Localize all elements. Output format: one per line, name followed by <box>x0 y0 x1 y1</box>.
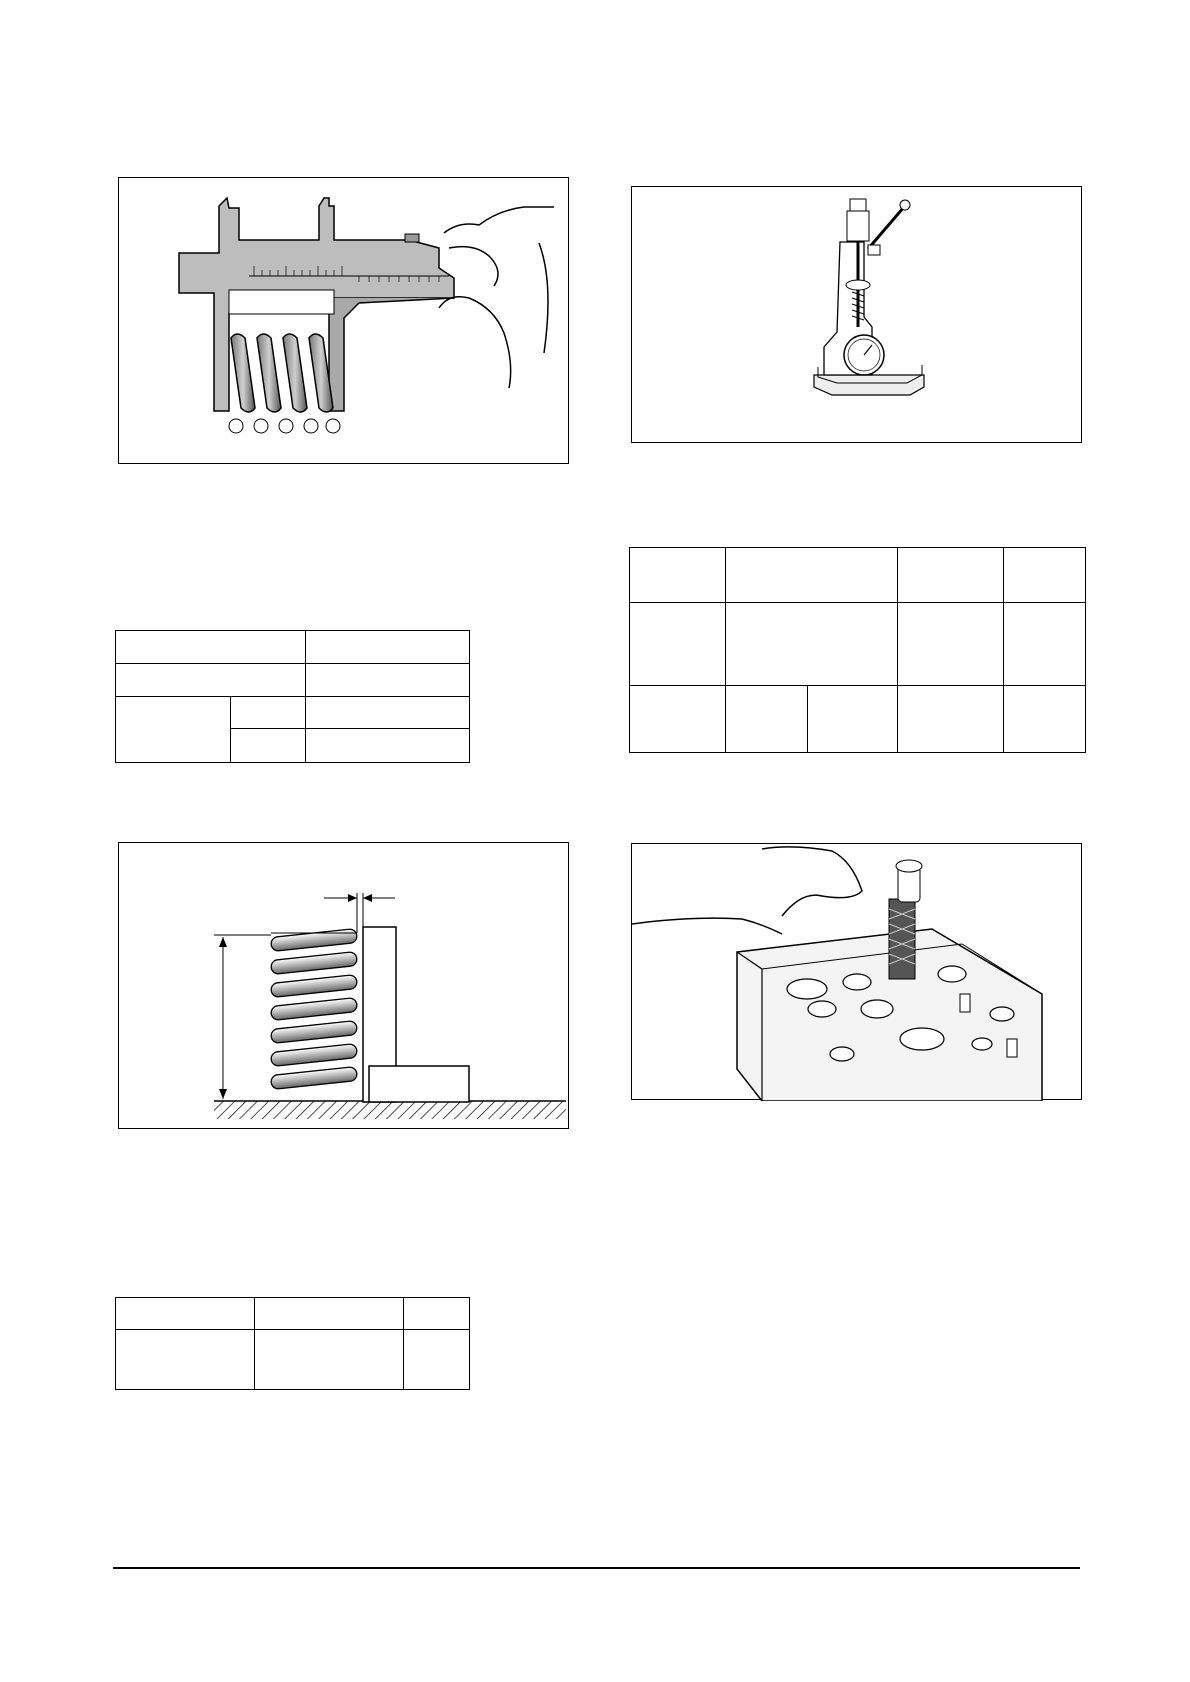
table-cell <box>306 631 470 664</box>
table-cell <box>630 548 726 603</box>
caliper-illustration <box>119 178 570 465</box>
squareness-spec-table <box>115 1297 470 1390</box>
table-cell <box>898 603 1004 686</box>
table-cell <box>404 1330 470 1390</box>
valve-guide-figure <box>631 843 1082 1100</box>
table-cell <box>231 697 306 729</box>
table-row <box>116 1330 470 1390</box>
table-cell <box>726 548 898 603</box>
table-cell <box>630 603 726 686</box>
footer-rule <box>113 1567 1080 1569</box>
table-row <box>116 631 470 664</box>
table-cell <box>306 664 470 697</box>
table-row <box>630 603 1086 686</box>
table-cell <box>1004 686 1086 753</box>
valve-guide-illustration <box>632 844 1083 1101</box>
table-cell <box>808 686 898 753</box>
table-cell <box>898 548 1004 603</box>
free-length-spec-table <box>115 630 470 763</box>
table-cell <box>1004 603 1086 686</box>
spring-tester-figure <box>631 186 1082 443</box>
table-cell <box>116 631 306 664</box>
spring-tension-spec-table <box>629 547 1086 753</box>
table-cell <box>116 1330 255 1390</box>
table-cell <box>231 729 306 763</box>
table-row <box>116 664 470 697</box>
table-row <box>630 548 1086 603</box>
table-cell <box>116 664 306 697</box>
table-row <box>116 697 470 729</box>
spring-tester-illustration <box>632 187 1083 444</box>
table-cell <box>726 603 898 686</box>
table-cell <box>306 697 470 729</box>
table-row <box>630 686 1086 753</box>
table-cell <box>404 1298 470 1330</box>
spring-squareness-figure <box>118 842 569 1129</box>
table-cell <box>116 697 231 763</box>
table-cell <box>726 686 808 753</box>
table-cell <box>255 1330 404 1390</box>
table-cell <box>306 729 470 763</box>
table-cell <box>898 686 1004 753</box>
table-cell <box>116 1298 255 1330</box>
squareness-illustration <box>119 843 570 1130</box>
table-cell <box>1004 548 1086 603</box>
table-cell <box>255 1298 404 1330</box>
table-cell <box>630 686 726 753</box>
table-row <box>116 1298 470 1330</box>
caliper-free-length-figure <box>118 177 569 464</box>
